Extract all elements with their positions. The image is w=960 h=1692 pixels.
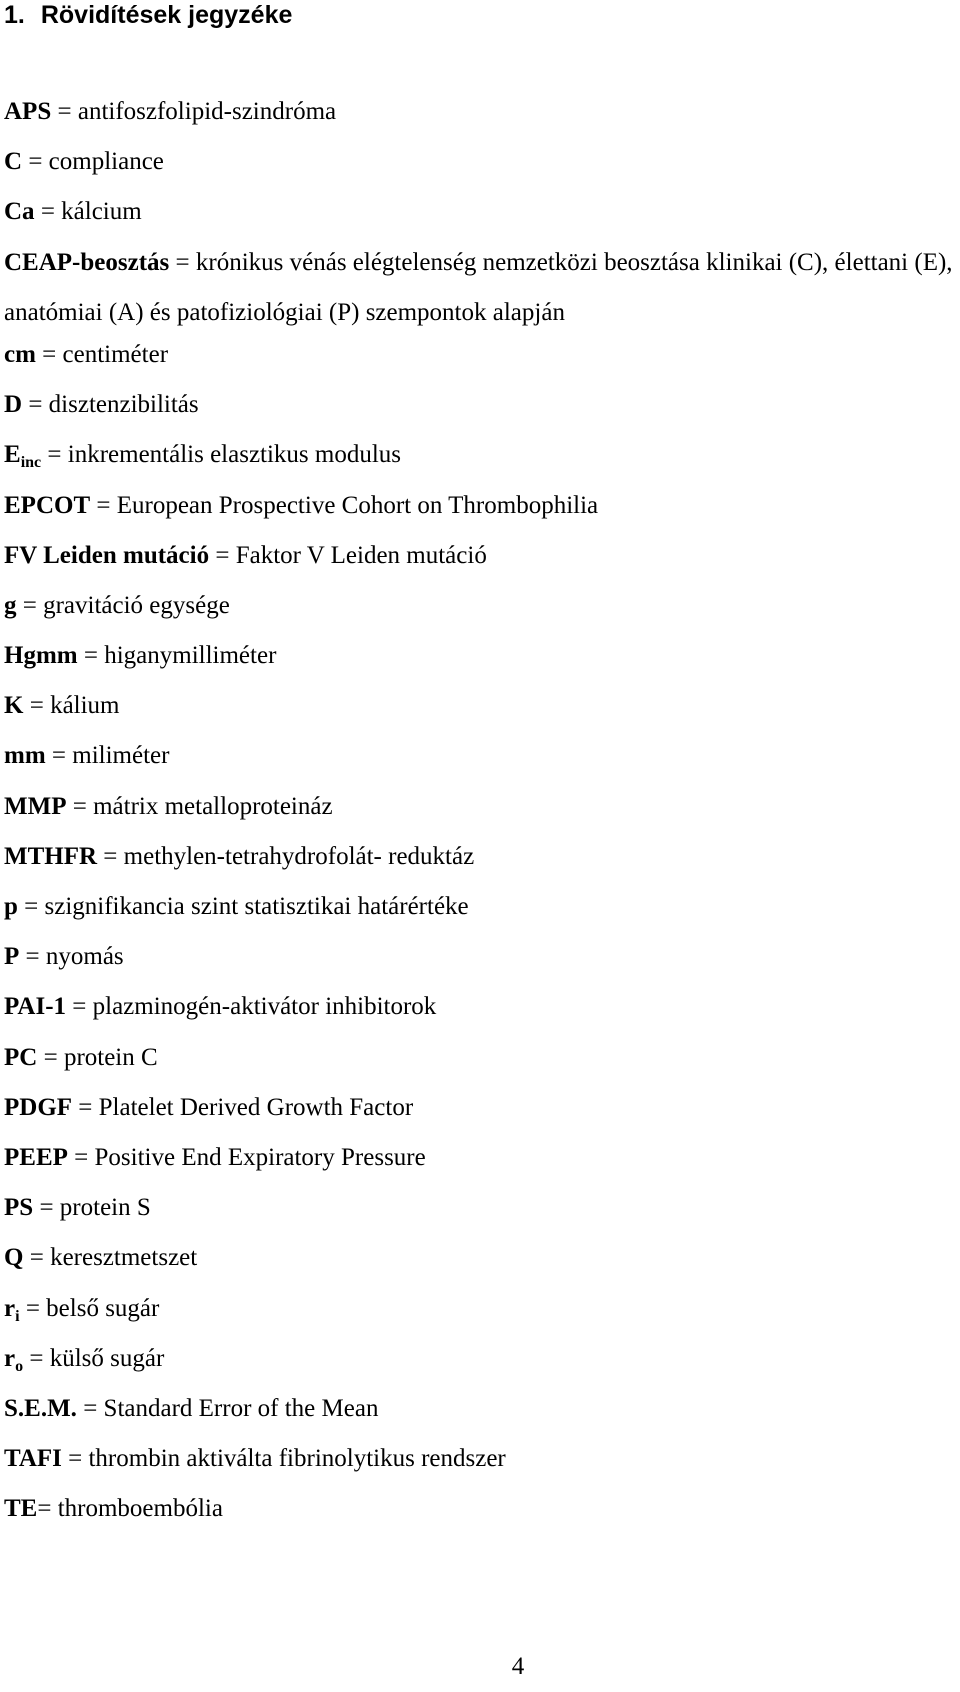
abbreviation-term: TAFI [4,1445,62,1473]
abbreviation-definition: gravitáció egysége [43,591,230,619]
abbreviation-definition: nyomás [45,943,124,971]
abbreviation-term: Q [4,1244,24,1272]
abbreviation-entry [4,438,956,488]
abbreviation-definition: plazminogén-aktivátor inhibitorok [92,993,437,1021]
abbreviation-definition: methylen-tetrahydrofolát- reduktáz [123,842,475,870]
abbreviation-term: PDGF [4,1093,73,1121]
abbreviation-term: g [4,591,17,619]
abbreviation-entry [4,1241,956,1291]
abbreviation-term: K [4,692,24,720]
abbreviation-separator: = [17,893,45,921]
abbreviation-term: PC [4,1043,38,1071]
abbreviation-term: E [4,441,21,469]
abbreviation-term: EPCOT [4,491,91,519]
abbreviation-definition: compliance [48,148,164,176]
abbreviation-entry [4,1191,956,1241]
abbreviation-definition: Positive End Expiratory Pressure [94,1143,426,1171]
abbreviation-definition: belső sugár [46,1294,160,1322]
abbreviation-entry [4,1292,956,1342]
abbreviation-separator: = [23,692,51,720]
abbreviation-definition: European Prospective Cohort on Thrombophilia [116,491,599,519]
abbreviation-separator: = [66,792,94,820]
abbreviation-separator: = [33,1194,60,1222]
abbreviation-entry [4,1041,956,1091]
abbreviation-definition: mátrix metalloproteináz [93,792,333,820]
abbreviation-definition: centiméter [62,340,169,368]
abbreviation-definition: keresztmetszet [50,1244,198,1272]
section-number: 1. [4,1,25,29]
abbreviation-subscript: inc [20,454,42,472]
abbreviation-entry [4,840,956,890]
abbreviation-term: r [4,1344,16,1372]
abbreviation-term: PEEP [4,1143,68,1171]
abbreviation-entry [4,739,956,789]
abbreviation-term: TE [4,1495,38,1523]
abbreviation-term: mm [4,742,46,770]
abbreviation-definition: külső sugár [49,1344,165,1372]
abbreviation-term: CEAP-beosztás [4,248,170,276]
abbreviation-separator: = [22,391,49,419]
abbreviation-entry [4,489,956,539]
abbreviation-separator: = [61,1445,89,1473]
abbreviation-separator: = [37,1043,64,1071]
abbreviation-term: PAI-1 [4,993,67,1021]
abbreviation-entry [4,589,956,639]
abbreviation-entry [4,388,956,438]
abbreviation-separator: = [35,340,63,368]
abbreviation-entry [4,1091,956,1141]
abbreviation-definition: protein C [63,1043,158,1071]
abbreviation-separator: = [23,1244,51,1272]
abbreviation-term: PS [4,1194,34,1222]
abbreviation-separator: = [77,642,105,670]
abbreviation-separator: = [66,993,93,1021]
abbreviation-separator: = [51,98,78,125]
abbreviation-term: MMP [4,792,67,820]
abbreviation-entry [4,1141,956,1191]
abbreviation-definition: Faktor V Leiden mutáció [235,541,487,569]
abbreviation-term: MTHFR [4,842,98,870]
section-heading [4,0,292,30]
abbreviation-term: D [4,391,23,419]
abbreviation-term: cm [4,340,36,368]
abbreviation-definition: Platelet Derived Growth Factor [98,1093,414,1121]
abbreviation-term: Ca [4,198,35,226]
abbreviation-separator: = [90,491,117,519]
abbreviation-separator: = [34,198,62,226]
abbreviation-definition: miliméter [72,742,170,770]
abbreviation-entry [4,145,956,195]
abbreviation-definition: szignifikancia szint statisztikai határértéke [44,893,469,921]
abbreviation-entry [4,539,956,589]
abbreviation-entry [4,1392,956,1442]
abbreviation-term: FV Leiden mutáció [4,541,210,569]
abbreviation-entry [4,1492,956,1542]
abbreviation-entry [4,1442,956,1492]
abbreviation-definition: krónikus vénás elégtelenség nemzetközi beosztása klinikai (C), élettani (E), anatómiai (A) és patofiziológiai (P) szempontok alapján [4,248,953,326]
abbreviation-separator: = [72,1093,99,1121]
abbreviation-term: APS [4,98,52,125]
abbreviation-definition: disztenzibilitás [48,391,199,419]
abbreviation-definition: thrombin aktiválta fibrinolytikus rendszer [88,1445,506,1473]
abbreviation-definition: kálcium [61,198,142,226]
section-title: Rövidítések jegyzéke [40,1,293,29]
abbreviation-entry [4,890,956,940]
abbreviation-entry [4,639,956,689]
abbreviation-separator: = [19,1294,47,1322]
abbreviation-term: C [4,148,23,176]
abbreviation-entry [4,338,956,388]
abbreviation-definition: kálium [50,692,120,720]
abbreviation-separator: = [37,1495,58,1523]
abbreviation-separator: = [209,541,236,569]
abbreviation-entry [4,940,956,990]
abbreviation-separator: = [169,248,196,276]
abbreviation-entry [4,990,956,1040]
abbreviation-entry [4,95,956,145]
abbreviation-term: p [4,893,18,921]
page-number: 4 [511,1653,525,1680]
abbreviation-separator: = [19,943,46,971]
abbreviation-separator: = [41,441,68,469]
abbreviation-subscript: o [15,1357,24,1375]
abbreviation-term: Hgmm [4,642,78,670]
abbreviation-term: P [4,943,20,971]
abbreviation-definition: Standard Error of the Mean [103,1394,379,1422]
abbreviation-entry [4,238,956,338]
abbreviation-entry [4,689,956,739]
abbreviation-separator: = [97,842,124,870]
abbreviation-term: S.E.M. [4,1394,77,1422]
abbreviation-list [4,95,956,1542]
abbreviation-definition: protein S [59,1194,151,1222]
abbreviation-definition: higanymilliméter [104,642,277,670]
abbreviation-definition: antifoszfolipid-szindróma [77,98,337,125]
abbreviation-separator: = [76,1394,104,1422]
abbreviation-entry [4,1342,956,1392]
abbreviation-separator: = [16,591,44,619]
abbreviation-term: r [4,1294,16,1322]
abbreviation-separator: = [45,742,73,770]
abbreviation-entry [4,790,956,840]
abbreviation-separator: = [67,1143,95,1171]
abbreviation-subscript: i [15,1307,20,1325]
abbreviation-separator: = [23,1344,50,1372]
abbreviation-definition: inkrementális elasztikus modulus [67,441,402,469]
abbreviation-definition: thromboembólia [57,1495,223,1523]
abbreviation-separator: = [22,148,49,176]
